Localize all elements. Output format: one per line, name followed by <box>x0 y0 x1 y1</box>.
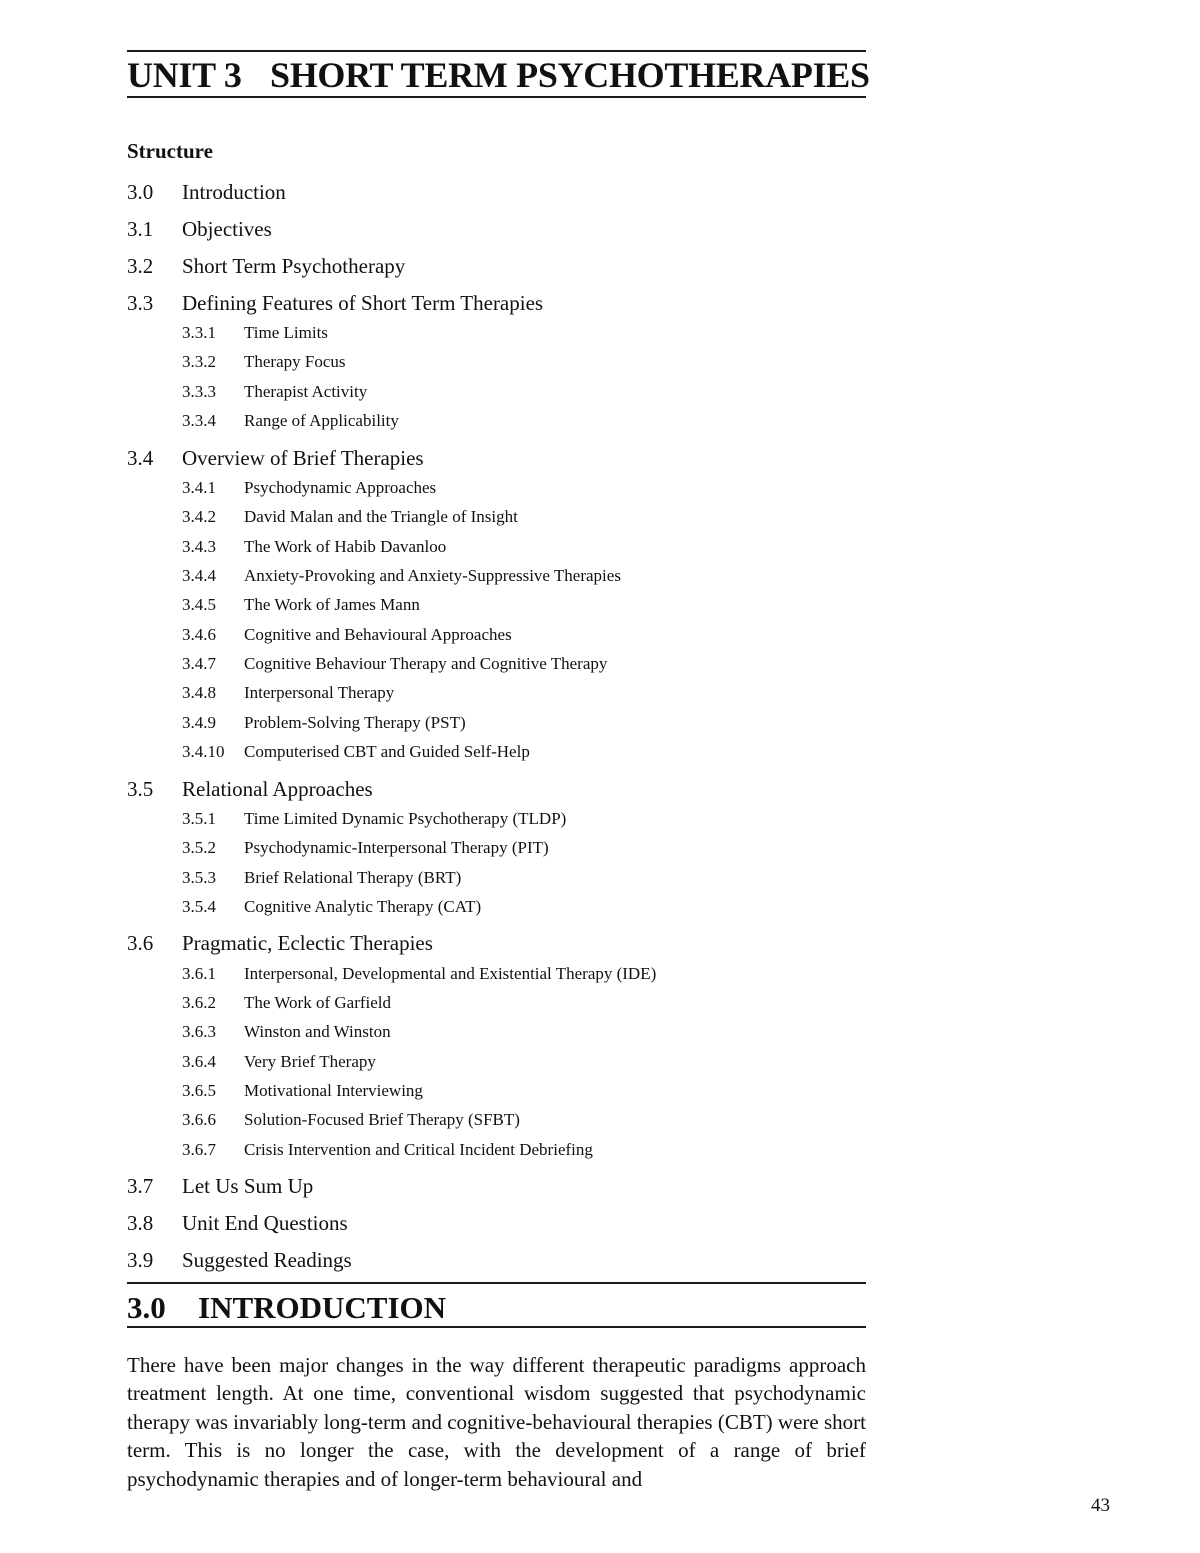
section-top-rule <box>127 1282 866 1284</box>
toc-item-number: 3.2 <box>127 253 154 278</box>
toc-item-number: 3.4.1 <box>182 477 216 497</box>
toc-item-number: 3.4.8 <box>182 683 216 703</box>
toc-item-title: Overview of Brief Therapies <box>182 445 424 470</box>
title-bottom-rule <box>127 96 866 98</box>
toc-item-number: 3.6 <box>127 931 154 956</box>
toc-item-title: Defining Features of Short Term Therapies <box>182 290 544 315</box>
section-number: 3.0 <box>127 1290 166 1325</box>
toc-item-number: 3.4.5 <box>182 595 216 615</box>
toc-item-title: Problem-Solving Therapy (PST) <box>244 712 466 732</box>
section-heading <box>127 1290 446 1326</box>
toc-item-number: 3.3.4 <box>182 411 216 431</box>
toc-item-number: 3.4.9 <box>182 712 216 732</box>
toc-item-number: 3.5.4 <box>182 896 216 916</box>
unit-title-text: SHORT TERM PSYCHOTHERAPIES <box>270 55 870 95</box>
toc-item-title: Interpersonal Therapy <box>244 683 395 703</box>
toc-item-title: Therapist Activity <box>244 381 368 401</box>
toc-item-title: Relational Approaches <box>182 776 373 801</box>
toc-item-number: 3.3.1 <box>182 323 216 342</box>
toc-item-number: 3.6.7 <box>182 1139 216 1159</box>
section-bottom-rule <box>127 1326 866 1328</box>
toc-item-number: 3.0 <box>127 180 154 204</box>
unit-title <box>127 54 870 96</box>
toc-item-title: Time Limited Dynamic Psychotherapy (TLDP) <box>244 808 567 828</box>
toc-item-number: 3.4.4 <box>182 565 216 585</box>
toc-item-number: 3.3.2 <box>182 352 216 372</box>
toc-item-number: 3.5.2 <box>182 838 216 858</box>
page-number: 43 <box>1091 1495 1110 1516</box>
toc-item-title: Anxiety-Provoking and Anxiety-Suppressive Therapies <box>244 565 621 585</box>
toc-item-number: 3.3.3 <box>182 381 216 401</box>
toc-item-title: Psychodynamic Approaches <box>244 477 437 497</box>
toc-item-number: 3.4.10 <box>182 742 225 761</box>
toc-item-number: 3.5.3 <box>182 867 216 887</box>
toc-item-title: Cognitive and Behavioural Approaches <box>244 624 512 644</box>
toc-item-number: 3.5 <box>127 776 154 801</box>
toc-item-number: 3.7 <box>127 1174 154 1199</box>
unit-number: UNIT 3 <box>127 55 242 95</box>
toc-item-number: 3.9 <box>127 1248 154 1273</box>
toc-item-title: David Malan and the Triangle of Insight <box>244 507 518 527</box>
toc-item-number: 3.4 <box>127 445 154 470</box>
toc-item-number: 3.6.3 <box>182 1022 216 1042</box>
intro-paragraph: There have been major changes in the way different therapeutic paradigms approach treatment length. At one time, conventional wisdom suggested that psychodynamic therapy was invariably long-term and cognitive-behavioural therapies (CBT) were short term. This is no longer the case, with the development of a range of brief psychodynamic therapies and of longer-term behavioural and <box>127 1353 866 1491</box>
toc-item-title: Introduction <box>182 180 286 204</box>
toc-item-title: Winston and Winston <box>244 1022 391 1042</box>
toc-item-title: Motivational Interviewing <box>244 1081 423 1101</box>
toc-item-number: 3.6.5 <box>182 1081 216 1101</box>
toc-item-title: Suggested Readings <box>182 1248 352 1273</box>
section-title: INTRODUCTION <box>198 1290 447 1325</box>
toc-item-title: Therapy Focus <box>244 352 346 372</box>
toc-item-title: Time Limits <box>244 323 328 342</box>
toc-item-number: 3.4.3 <box>182 536 216 556</box>
structure-label: Structure <box>127 139 213 163</box>
toc-item-title: Cognitive Analytic Therapy (CAT) <box>244 896 482 916</box>
toc-item-title: The Work of James Mann <box>244 595 420 615</box>
toc-item-number: 3.5.1 <box>182 808 216 828</box>
toc-item-number: 3.6.4 <box>182 1051 216 1071</box>
toc-item-title: Brief Relational Therapy (BRT) <box>244 867 462 887</box>
toc-item-title: The Work of Garfield <box>244 993 392 1012</box>
toc-item-number: 3.1 <box>127 216 154 241</box>
toc-item-title: Computerised CBT and Guided Self-Help <box>244 742 530 761</box>
toc-item-number: 3.8 <box>127 1211 154 1236</box>
toc-item-title: Cognitive Behaviour Therapy and Cognitive Therapy <box>244 653 608 673</box>
title-top-rule <box>127 50 866 52</box>
toc-item-title: Range of Applicability <box>244 411 399 431</box>
toc-item-title: Let Us Sum Up <box>182 1174 314 1199</box>
toc-item-number: 3.3 <box>127 290 154 315</box>
toc-item-title: Objectives <box>182 216 272 241</box>
toc-item-title: Very Brief Therapy <box>244 1051 376 1071</box>
toc-item-title: The Work of Habib Davanloo <box>244 536 447 556</box>
toc-item-number: 3.6.6 <box>182 1110 216 1130</box>
toc-item-number: 3.4.7 <box>182 653 216 673</box>
toc-item-title: Solution-Focused Brief Therapy (SFBT) <box>244 1110 520 1130</box>
toc-item-number: 3.6.2 <box>182 993 216 1012</box>
toc-item-title: Interpersonal, Developmental and Existential Therapy (IDE) <box>244 963 657 983</box>
toc-item-title: Psychodynamic-Interpersonal Therapy (PIT) <box>244 838 549 858</box>
toc-item-title: Short Term Psychotherapy <box>182 253 406 278</box>
toc-item-title: Unit End Questions <box>182 1211 348 1236</box>
toc-item-number: 3.6.1 <box>182 963 216 983</box>
toc-item-number: 3.4.6 <box>182 624 216 644</box>
toc-item-number: 3.4.2 <box>182 507 216 527</box>
toc-item-title: Crisis Intervention and Critical Incident Debriefing <box>244 1139 593 1159</box>
toc-item-title: Pragmatic, Eclectic Therapies <box>182 931 433 956</box>
